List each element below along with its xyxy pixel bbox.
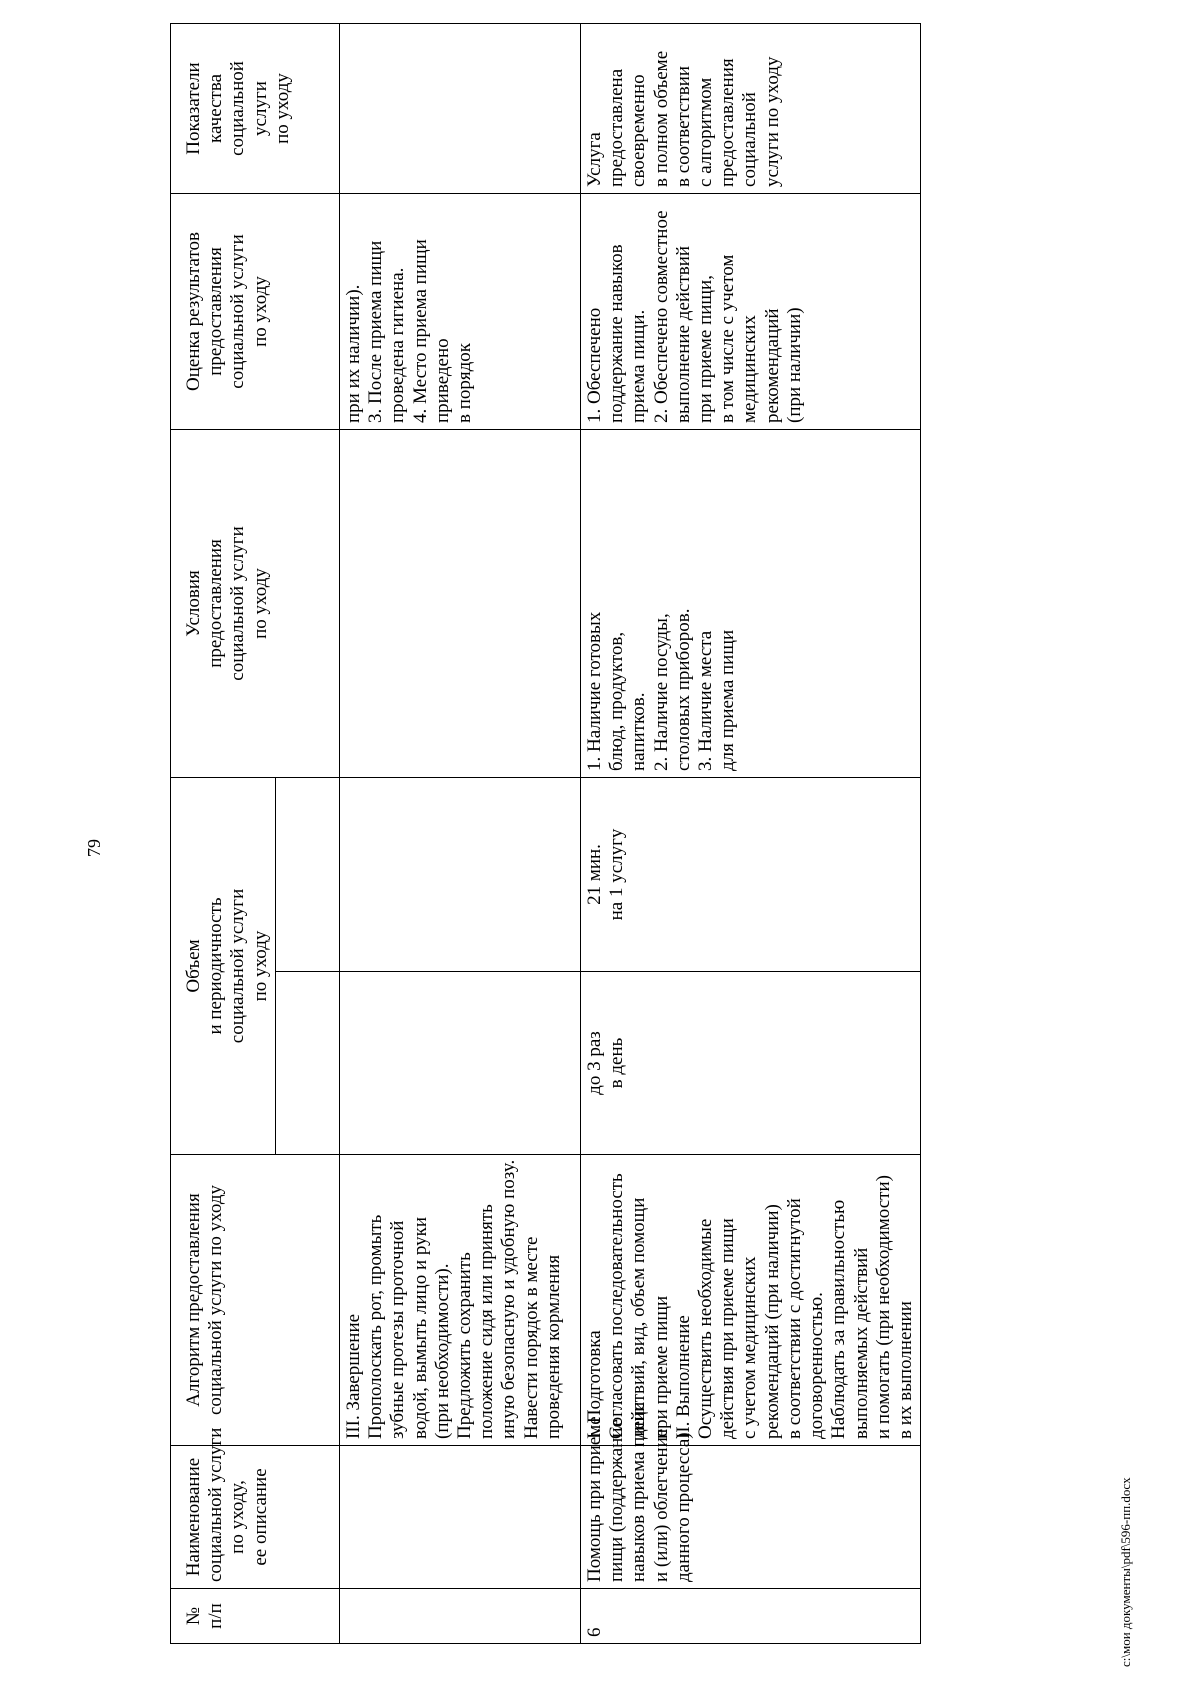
cell-num: 6	[580, 1589, 920, 1644]
cell-line: выполняемых действий	[850, 1247, 872, 1439]
cell-line: Услуга	[583, 132, 605, 187]
cell-line: своевременно	[628, 74, 650, 187]
cell-line: Объем	[183, 939, 204, 993]
cell-line: рекомендаций (при наличии)	[761, 1204, 783, 1439]
cell-line: 21 мин.	[583, 844, 605, 905]
header-quality	[171, 23, 340, 193]
cell-line: в день	[606, 1037, 628, 1089]
cell-line: по уходу,	[227, 1480, 249, 1554]
cell-line: Осуществить необходимые	[694, 1218, 716, 1439]
cell-line: социальной услуги	[227, 888, 249, 1044]
cell-line: приема пищи.	[628, 309, 650, 423]
cell-periodicity	[580, 972, 920, 1155]
cell-line: и периодичность	[205, 897, 227, 1035]
cell-line: зубные протезы проточной	[387, 1220, 409, 1439]
cell-line: до 3 раз	[583, 1031, 605, 1095]
header-algorithm	[171, 1155, 340, 1446]
cell-line: предоставления	[717, 58, 739, 187]
cell-line: в порядок	[453, 342, 475, 423]
cell-line: в полном объеме	[650, 50, 672, 187]
cell-line: в соответствии с достигнутой	[783, 1198, 805, 1439]
footer-file-path: c:\мои документы\pdf\596-пп.docx	[1118, 1477, 1133, 1667]
page-number: 79	[84, 839, 104, 857]
cell-line: навыков приема пищи	[628, 1401, 650, 1582]
cell-line: социальной услуги по уходу	[205, 1184, 227, 1416]
cell-line: №	[183, 1606, 204, 1626]
cell-line: I. Подготовка	[583, 1330, 605, 1439]
cell-line: Оценка результатов	[183, 232, 204, 391]
cell-line: водой, вымыть лицо и руки	[409, 1216, 431, 1439]
cell-line: Алгоритм предоставления	[183, 1193, 204, 1407]
header-duration-empty	[275, 777, 339, 971]
cell-algorithm	[339, 1155, 580, 1446]
cell-line: Помощь при приеме	[583, 1416, 605, 1582]
cell-line: при их наличии).	[342, 284, 364, 423]
cell-line: Предложить сохранить	[453, 1252, 475, 1439]
cell-line: Условия	[183, 570, 204, 637]
cell-line: 1. Обеспечено	[583, 307, 605, 423]
cell-line: пищи (поддержание	[606, 1419, 628, 1582]
cell-line: 2. Наличие посуды,	[650, 613, 672, 771]
cell-line: проведена гигиена.	[387, 267, 409, 423]
cell-line: II. Выполнение	[672, 1315, 694, 1439]
header-conditions	[171, 429, 340, 777]
cell-line: социальной	[739, 92, 761, 187]
cell-line: 4. Место приема пищи	[409, 239, 431, 423]
cell-line: при приеме пищи	[650, 1295, 672, 1439]
cell-quality	[339, 23, 580, 193]
cell-line: 3. Наличие места	[694, 630, 716, 771]
cell-line: по уходу	[249, 276, 271, 347]
cell-line: предоставления	[205, 539, 227, 668]
cell-line: социальной услуги	[227, 526, 249, 681]
cell-line: 2. Обеспечено совместное	[650, 210, 672, 423]
cell-line: услуги по уходу	[761, 56, 783, 187]
cell-line: по уходу	[249, 568, 271, 639]
cell-conditions	[580, 429, 920, 777]
cell-line: рекомендаций	[761, 308, 783, 423]
cell-line: в том числе с учетом	[717, 254, 739, 423]
cell-num	[339, 1589, 580, 1644]
cell-line: Показатели	[183, 62, 204, 155]
cell-line: (при наличии)	[783, 307, 805, 423]
cell-duration	[339, 777, 580, 971]
cell-name	[580, 1401, 920, 1589]
cell-algorithm	[580, 1155, 920, 1446]
cell-line: поддержание навыков	[606, 244, 628, 423]
cell-line: предоставления	[205, 247, 227, 376]
header-name	[171, 1427, 340, 1589]
header-evaluation	[171, 193, 340, 429]
cell-line: услуги	[249, 81, 271, 136]
services-table	[170, 23, 921, 1644]
cell-line: напитков.	[628, 692, 650, 771]
cell-line: с учетом медицинских	[739, 1256, 761, 1439]
cell-line: социальной услуги	[205, 1427, 227, 1582]
cell-line: в их выполнении	[894, 1301, 916, 1439]
cell-line: данного процесса)	[672, 1432, 694, 1582]
cell-line: социальной	[227, 61, 249, 156]
header-volume	[171, 777, 276, 1154]
cell-line: Согласовать последовательность	[606, 1173, 628, 1439]
cell-line: Наблюдать за правильностью	[828, 1199, 850, 1439]
cell-line: по уходу	[271, 73, 293, 144]
cell-line: по уходу	[249, 930, 271, 1002]
cell-line: договоренностью.	[806, 1292, 828, 1439]
cell-evaluation	[580, 193, 920, 429]
cell-line: для приема пищи	[717, 629, 739, 771]
cell-conditions	[339, 429, 580, 777]
cell-line: социальной услуги	[227, 234, 249, 389]
cell-line: Прополоскать рот, промыть	[365, 1214, 387, 1439]
cell-line: действия при приеме пищи	[717, 1218, 739, 1439]
header-periodicity-empty	[275, 972, 339, 1155]
cell-periodicity	[339, 972, 580, 1155]
cell-line: в соответствии	[672, 65, 694, 187]
cell-line: 1. Наличие готовых	[583, 611, 605, 771]
cell-line: при приеме пищи,	[694, 275, 716, 423]
cell-line: приведено	[431, 338, 453, 423]
cell-quality	[580, 23, 920, 193]
header-num	[171, 1589, 340, 1644]
cell-line: столовых приборов.	[672, 608, 694, 771]
cell-line: на 1 услугу	[606, 828, 628, 921]
cell-line: Навести порядок в месте	[520, 1236, 542, 1439]
cell-line: и помогать (при необходимости)	[872, 1175, 894, 1439]
cell-line: Наименование	[183, 1457, 204, 1577]
cell-line: медицинских	[739, 315, 761, 423]
header-row	[171, 23, 276, 1643]
cell-line: предоставлена	[606, 68, 628, 187]
cell-line: проведения кормления	[542, 1254, 564, 1439]
cell-line: и (или) облегчение	[650, 1428, 672, 1582]
cell-line: выполнение действий	[672, 245, 694, 423]
cell-line: п/п	[205, 1603, 227, 1629]
table-row	[580, 23, 920, 1643]
cell-line: блюд, продуктов,	[606, 631, 628, 771]
cell-line: с алгоритмом	[694, 77, 716, 187]
cell-line: ее описание	[249, 1468, 271, 1566]
cell-duration	[580, 777, 920, 971]
cell-line: действий, вид, объем помощи	[628, 1197, 650, 1439]
cell-line: III. Завершение	[342, 1313, 364, 1439]
cell-evaluation	[339, 193, 580, 429]
cell-name	[339, 1446, 580, 1589]
cell-line: качества	[205, 74, 227, 143]
cell-line: иную безопасную и удобную позу.	[498, 1159, 520, 1439]
table-row	[339, 23, 580, 1643]
cell-line: (при необходимости).	[431, 1263, 453, 1439]
cell-line: положение сидя или принять	[476, 1204, 498, 1439]
cell-line: 3. После приема пищи	[365, 240, 387, 423]
